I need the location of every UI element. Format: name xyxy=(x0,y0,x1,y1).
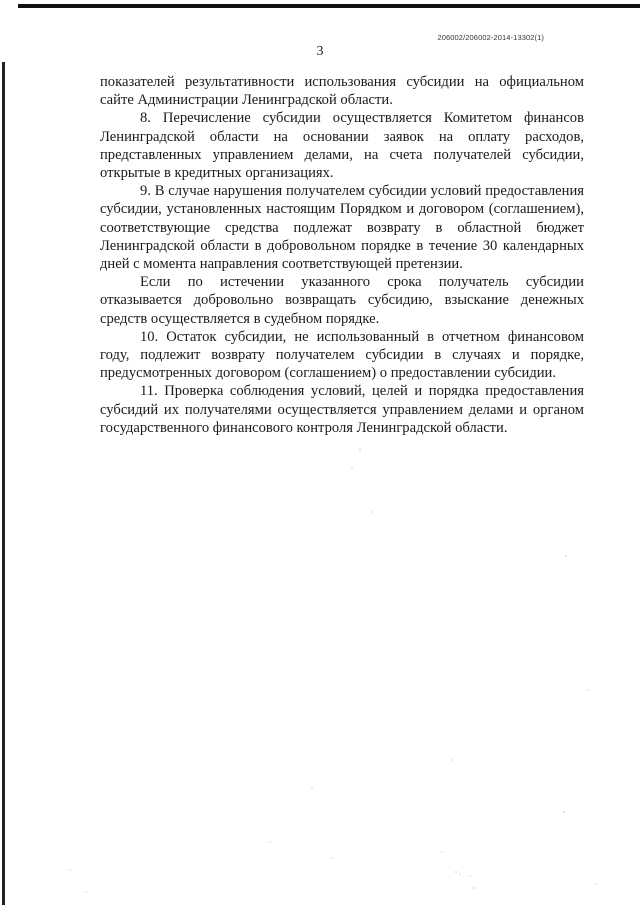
document-body xyxy=(100,73,584,437)
paragraph-item-8: 8. Перечисление субсидии осуществляется Комитетом финансов Ленинградской области на основании заявок на оплату расходов, представленных управлением делами, на счета получателей субсидии, открытые в кредитных организациях. xyxy=(100,110,584,182)
left-border-rule xyxy=(2,62,5,905)
paragraph-item-11: 11. Проверка соблюдения условий, целей и порядка предоставления субсидий их получателями осуществляется управлением делами и органом государственного финансового контроля Ленинградской области. xyxy=(100,383,584,436)
paragraph-item-9: 9. В случае нарушения получателем субсидии условий предоставления субсидии, установленных настоящим Порядком и договором (соглашением), соответствующие средства подлежат возврату в областной бюджет Ленинградской области в добровольном порядке в течение 30 календарных дней с момента направления соответствующей претензии. xyxy=(100,183,584,273)
paragraph-continuation: показателей результативности использования субсидии на официальном сайте Администрации Ленинградской области. xyxy=(100,74,584,109)
page-number: 3 xyxy=(316,44,324,59)
document-id: 206002/206002-2014-13302(1) xyxy=(437,33,544,42)
top-border-rule xyxy=(18,4,640,8)
paragraph-item-9-continued: Если по истечении указанного срока получатель субсидии отказывается добровольно возвращать субсидию, взыскание денежных средств осуществляется в судебном порядке. xyxy=(100,274,584,327)
paragraph-item-10: 10. Остаток субсидии, не использованный в отчетном финансовом году, подлежит возврату получателем субсидии в случаях и порядке, предусмотренных договором (соглашением) о предоставлении субсидии. xyxy=(100,328,584,382)
